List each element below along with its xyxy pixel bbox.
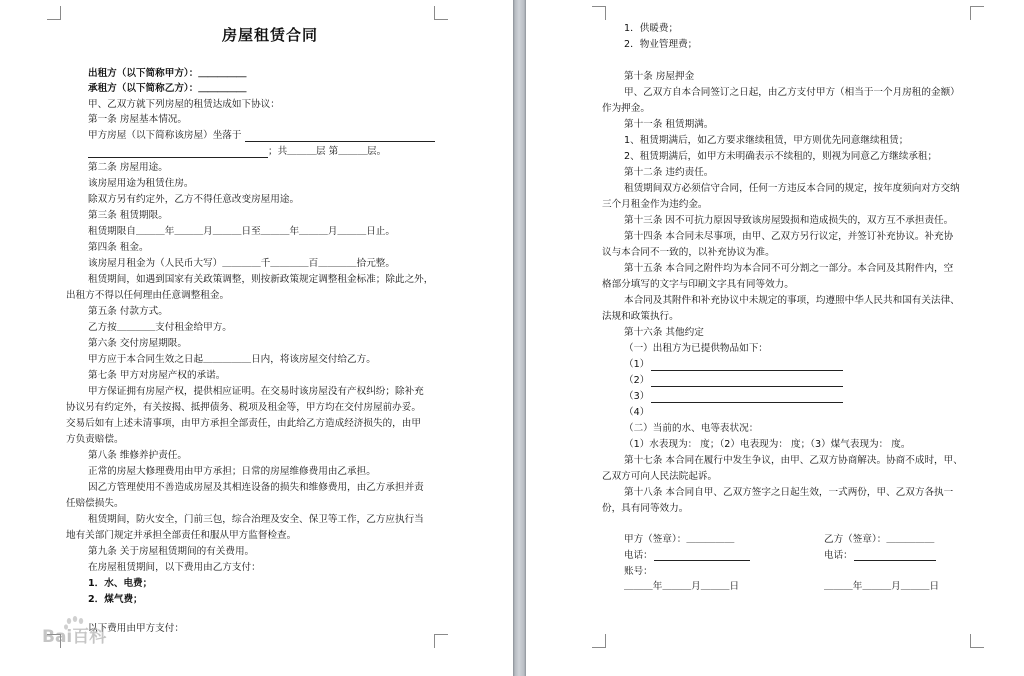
crop-mark (592, 6, 606, 20)
paragraph: 甲、乙双方就下列房屋的租赁达成如下协议： (88, 99, 280, 110)
paragraph: 作为押金。 (602, 103, 650, 114)
document-page-right (526, 0, 1024, 676)
fill-in-blank (854, 560, 936, 561)
clause-heading: 第九条 关于房屋租赁期间的有关费用。 (88, 546, 255, 557)
paragraph: 本合同及其附件和补充协议中未规定的事项，均遵照中华人民共和国有关法律、 (624, 295, 960, 306)
paragraph: 正常的房屋大修理费用由甲方承担；日常的房屋维修费用由乙承担。 (88, 466, 376, 477)
list-item: 2．煤气费； (88, 594, 143, 605)
clause-heading: 第七条 甲方对房屋产权的承诺。 (88, 370, 226, 381)
paragraph: 租赁期间，防火安全，门前三包，综合治理及安全、保卫等工作，乙方应执行当 (88, 514, 424, 525)
clause-heading: 第十五条 本合同之附件均为本合同不可分割之一部分。本合同及其附件内，空 (624, 263, 954, 274)
paragraph: 该房屋月租金为（人民币大写）＿＿＿＿千＿＿＿＿百＿＿＿＿拾元整。 (88, 258, 395, 269)
page-gutter (513, 0, 526, 676)
lessor-line: 出租方（以下简称甲方）：＿＿＿＿＿ (88, 68, 247, 79)
paragraph: 份，具有同等效力。 (602, 503, 689, 514)
clause-heading: 第十条 房屋押金 (624, 71, 695, 82)
account-number: 账号： (624, 566, 653, 577)
fill-in-blank (654, 560, 750, 561)
paragraph: 以下费用由甲方支付： (88, 623, 184, 634)
clause-heading: 第八条 维修养护责任。 (88, 450, 187, 461)
paragraph: 议与本合同不一致的，以补充协议为准。 (602, 247, 775, 258)
paragraph: 出租方不得以任何理由任意调整租金。 (66, 290, 230, 301)
clause-heading: 第十八条 本合同自甲、乙双方签字之日起生效，一式两份，甲、乙双方各执一 (624, 487, 954, 498)
crop-mark (434, 6, 448, 20)
paragraph: 甲方保证拥有房屋产权，提供相应证明。在交易时该房屋没有产权纠纷；除补充 (88, 386, 424, 397)
clause-heading: 第十一条 租赁期满。 (624, 119, 714, 130)
party-b-date: ＿＿＿年＿＿＿月＿＿＿日 (824, 581, 940, 592)
crop-mark (970, 634, 984, 648)
paragraph: 地有关部门规定并承担全部责任和服从甲方监督检查。 (66, 530, 297, 541)
paragraph: 三个月租金作为违约金。 (602, 199, 708, 210)
clause-heading: 第三条 租赁期限。 (88, 210, 168, 221)
clause-heading: 第十六条 其他约定 (624, 327, 704, 338)
list-item: 1、租赁期满后，如乙方要求继续租赁，甲方则优先同意继续租赁； (624, 135, 909, 146)
fill-in-blank (245, 141, 435, 142)
clause-heading: 第十四条 本合同未尽事项，由甲、乙双方另行议定，并签订补充协议。补充协 (624, 231, 954, 242)
paragraph: 租赁期间，如遇到国家有关政策调整，则按新政策规定调整租金标准；除此之外， (88, 274, 434, 285)
lessee-line: 承租方（以下简称乙方）：＿＿＿＿＿ (88, 83, 247, 94)
clause-heading: 第十二条 违约责任。 (624, 167, 714, 178)
crop-mark (47, 6, 61, 20)
document-title: 房屋租赁合同 (221, 26, 318, 44)
fill-in-blank (651, 402, 843, 403)
list-item: （3） (624, 391, 650, 402)
paragraph: 租赁期间双方必须信守合同，任何一方违反本合同的规定，按年度须向对方交纳 (624, 183, 960, 194)
paragraph: ；共＿＿＿层 第＿＿＿层。 (268, 146, 387, 157)
list-item: （2） (624, 375, 650, 386)
paragraph: 除双方另有约定外，乙方不得任意改变房屋用途。 (88, 194, 300, 205)
fill-in-blank (88, 157, 268, 158)
paragraph: 协议另有约定外，有关按揭、抵押债务、税项及租金等，甲方均在交付房屋前办妥。 (66, 402, 421, 413)
list-item: 2．物业管理费； (624, 39, 698, 50)
clause-heading: 第十三条 因不可抗力原因导致该房屋毁损和造成损失的，双方互不承担责任。 (624, 215, 954, 226)
list-item: 2、租赁期满后，如甲方未明确表示不续租的，则视为同意乙方继续承租； (624, 151, 938, 162)
paragraph: 甲、乙双方自本合同签订之日起，由乙方支付甲方（相当于一个月房租的金额） (624, 87, 960, 98)
list-item: （1） (624, 359, 650, 370)
list-item: 1．水、电费； (88, 578, 153, 589)
crop-mark (434, 634, 448, 648)
party-b-phone: 电话： (824, 550, 853, 561)
paragraph: 交易后如有上述未清事项，由甲方承担全部责任，由此给乙方造成经济损失的，由甲 (66, 418, 421, 429)
paragraph: 任赔偿损失。 (66, 498, 124, 509)
clause-heading: 第十七条 本合同在履行中发生争议，由甲、乙双方协商解决。协商不成时，甲、 (624, 455, 963, 466)
fill-in-blank (651, 386, 843, 387)
watermark-text: Bai百科 (42, 627, 107, 647)
sub-heading: （二）当前的水、电等表状况： (624, 423, 759, 434)
paragraph: 方负责赔偿。 (66, 434, 124, 445)
paragraph: 乙双方可向人民法院起诉。 (602, 471, 718, 482)
party-a-date: ＿＿＿年＿＿＿月＿＿＿日 (624, 581, 740, 592)
fill-in-blank (651, 370, 843, 371)
list-item: （4） (624, 407, 650, 418)
party-a-signature: 甲方（签章）：＿＿＿＿＿ (624, 534, 735, 545)
clause-heading: 第六条 交付房屋期限。 (88, 338, 187, 349)
party-b-signature: 乙方（签章）：＿＿＿＿＿ (824, 534, 935, 545)
crop-mark (970, 6, 984, 20)
paragraph: 因乙方管理使用不善造成房屋及其相连设备的损失和维修费用，由乙方承担并责 (88, 482, 424, 493)
party-a-phone: 电话： (624, 550, 653, 561)
clause-heading: 第二条 房屋用途。 (88, 162, 168, 173)
paragraph: 格部分填写的文字与印刷文字具有同等效力。 (602, 279, 794, 290)
meter-readings: （1）水表现为： 度；（2）电表现为： 度；（3）煤气表现为： 度。 (624, 439, 911, 450)
paragraph: 租赁期限自＿＿＿年＿＿＿月＿＿＿日至＿＿＿年＿＿＿月＿＿＿日止。 (88, 226, 395, 237)
clause-heading: 第五条 付款方式。 (88, 306, 168, 317)
sub-heading: （一）出租方为已提供物品如下： (624, 343, 768, 354)
paragraph: 乙方按＿＿＿＿支付租金给甲方。 (88, 322, 232, 333)
crop-mark (592, 634, 606, 648)
paragraph: 甲方房屋（以下简称该房屋）坐落于 (88, 130, 242, 141)
paragraph: 甲方应于本合同生效之日起＿＿＿＿＿日内，将该房屋交付给乙方。 (88, 354, 376, 365)
paragraph: 在房屋租赁期间，以下费用由乙方支付： (88, 562, 261, 573)
clause-heading: 第四条 租金。 (88, 242, 149, 253)
baidu-watermark (42, 618, 142, 648)
paragraph: 法规和政策执行。 (602, 311, 679, 322)
list-item: 1．供暖费； (624, 23, 679, 34)
clause-heading: 第一条 房屋基本情况。 (88, 114, 187, 125)
paragraph: 该房屋用途为租赁住房。 (88, 178, 194, 189)
